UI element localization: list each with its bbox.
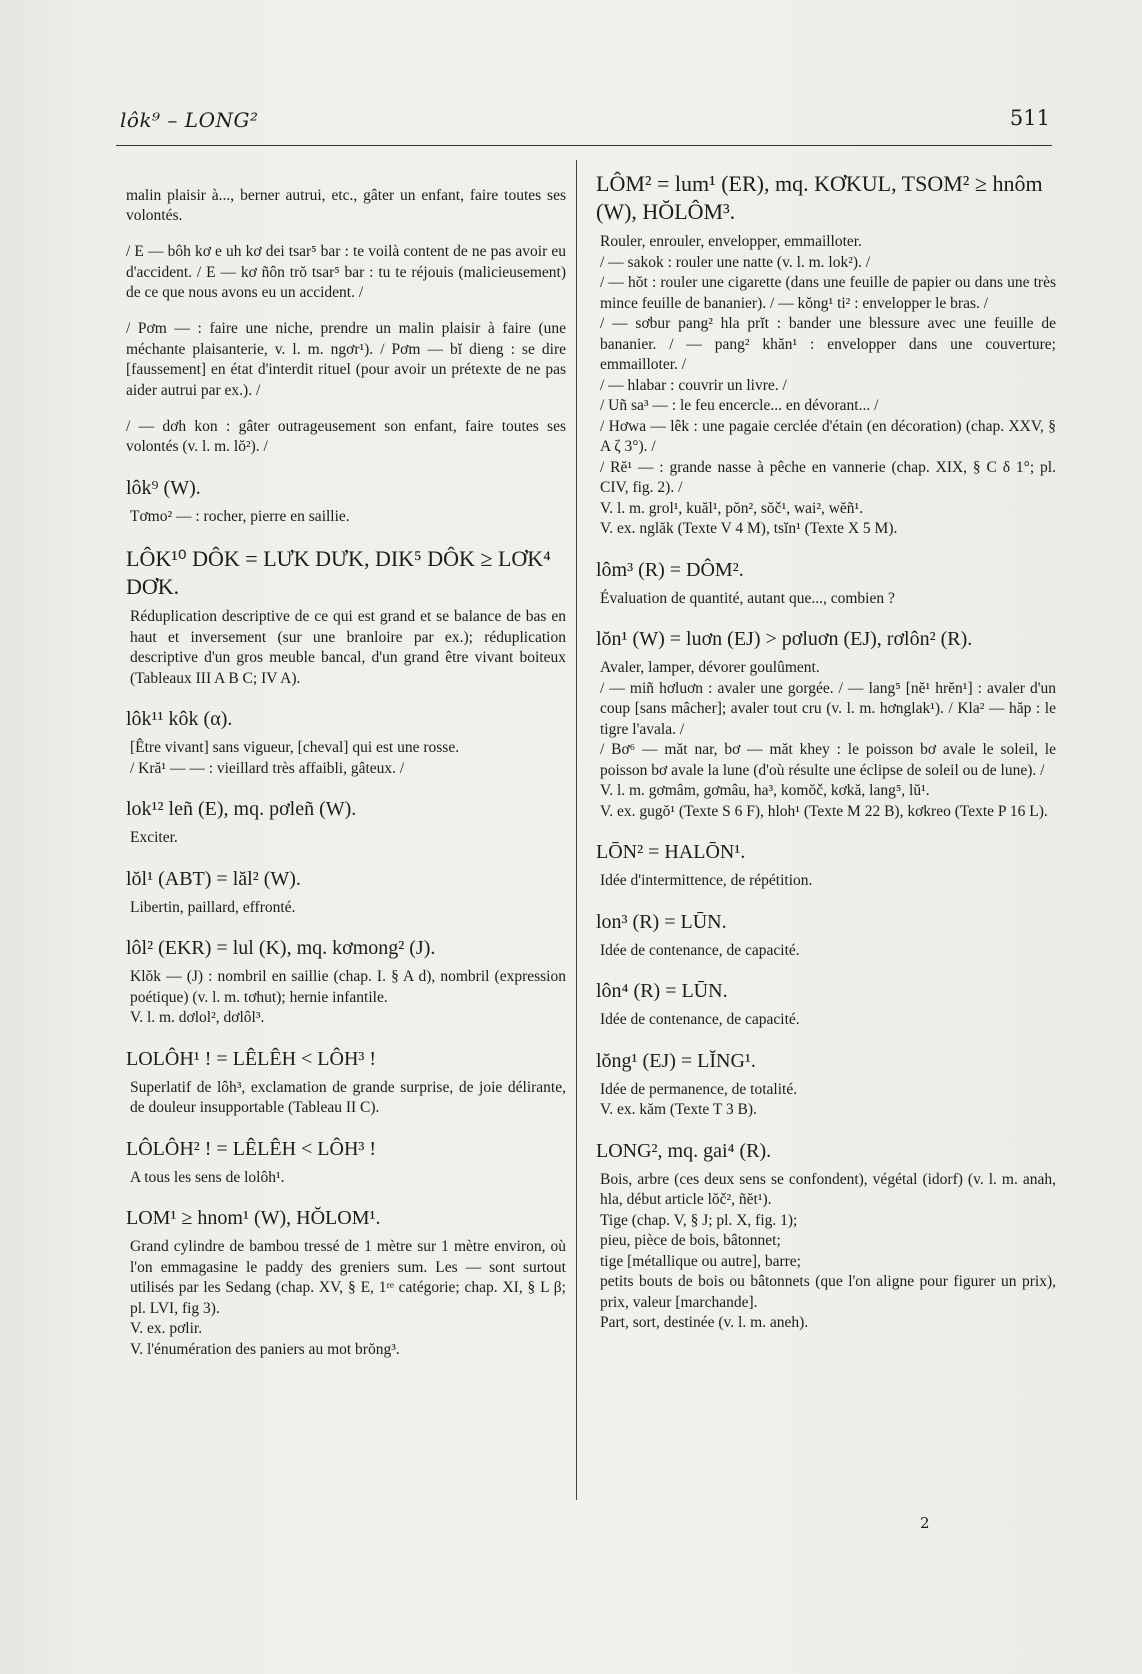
definition-line: pieu, pièce de bois, bâtonnet; (600, 1232, 781, 1249)
definition-line: [Être vivant] sans vigueur, [cheval] qui est une rosse. (130, 739, 460, 756)
running-head: lôk⁹ – LONG² (120, 108, 259, 132)
entry-definition (596, 1170, 1056, 1334)
definition-line: Évaluation de quantité, autant que..., combien ? (600, 589, 895, 607)
definition-line: petits bouts de bois ou bâtonnets (que l'on aligne pour figurer un prix), prix, valeur [marchande]. (600, 1273, 1056, 1311)
definition-line: Exciter. (130, 829, 178, 846)
definition-line: tige [métallique ou autre], barre; (600, 1252, 801, 1270)
dictionary-entry (126, 476, 566, 528)
definition-line: Idée de contenance, de capacité. (600, 1011, 800, 1028)
right-column (596, 170, 1056, 1352)
continuation-line: / — dơh kon : gâter outrageusement son enfant, faire toutes ses volontés (v. l. m. lŏ²). / (126, 417, 566, 455)
column-divider (576, 160, 577, 1500)
definition-line: / Kră¹ — — : vieillard très affaibli, gâteux. / (130, 759, 405, 777)
definition-line: / Bơ⁶ — măt nar, bơ — măt khey : le poisson bơ avale le soleil, le poisson bơ avale la lune (d'où résulte une éclipse de soleil ou de lune). / (600, 741, 1056, 779)
header-rule (116, 145, 1052, 146)
dictionary-entry (596, 979, 1056, 1031)
definition-line: Libertin, paillard, effronté. (130, 898, 296, 916)
dictionary-entry (596, 1139, 1056, 1334)
entry-definition (126, 967, 566, 1029)
entry-definition (126, 1168, 566, 1189)
definition-line: V. l'énumération des paniers au mot brŏng³. (130, 1340, 400, 1358)
definition-line: V. ex. pơlir. (130, 1320, 203, 1337)
dictionary-entry (126, 936, 566, 1029)
definition-line: V. ex. nglăk (Texte V 4 M), tsĭn¹ (Texte X 5 M). (600, 520, 898, 537)
definition-line: / Uñ sa³ — : le feu encercle... en dévorant... / (600, 397, 879, 414)
entry-headword: lŏng¹ (EJ) = LĬNG¹. (596, 1049, 756, 1072)
page-number: 511 (1009, 106, 1050, 130)
entry-headword: lôl² (EKR) = lul (K), mq. kơmong² (J). (126, 937, 436, 959)
dictionary-entry (596, 840, 1056, 892)
dictionary-entry (126, 545, 566, 689)
definition-line: / — hlabar : couvrir un livre. / (600, 376, 787, 394)
continuation-text (126, 186, 566, 458)
dictionary-entry (596, 170, 1056, 540)
dictionary-entry (596, 558, 1056, 610)
signature-mark: 2 (920, 1514, 930, 1532)
definition-line: Part, sort, destinée (v. l. m. aneh). (600, 1314, 809, 1331)
dictionary-entry (596, 627, 1056, 822)
entry-definition (126, 898, 566, 919)
entry-definition (596, 589, 1056, 610)
entry-headword: lŏl¹ (ABT) = lăl² (W). (126, 867, 301, 890)
entry-headword: lon³ (R) = LŪN. (596, 910, 727, 933)
entry-headword: lôk⁹ (W). (126, 476, 201, 499)
definition-line: V. l. m. dơlol², dơlôl³. (130, 1009, 265, 1026)
definition-line: Idée d'intermittence, de répétition. (600, 872, 813, 889)
entry-definition (126, 828, 566, 849)
entry-definition (596, 1080, 1056, 1121)
definition-line: Tige (chap. V, § J; pl. X, fig. 1); (600, 1211, 798, 1229)
entry-definition (596, 941, 1056, 962)
definition-line: / Hơwa — lêk : une pagaie cerclée d'étain (en décoration) (chap. XXV, § A ζ 3°). / (600, 417, 1056, 455)
entry-definition (596, 658, 1056, 822)
left-column (126, 170, 566, 1378)
dictionary-entry (126, 1137, 566, 1189)
definition-line: Tơmo² — : rocher, pierre en saillie. (130, 507, 350, 525)
entry-headword: LOM¹ ≥ hnom¹ (W), HŎLOM¹. (126, 1207, 381, 1229)
definition-line: Bois, arbre (ces deux sens se confondent), végétal (idorf) (v. l. m. anah, hla, début article lŏč², ñĕt¹). (600, 1170, 1056, 1208)
definition-line: Rouler, enrouler, envelopper, emmailloter. (600, 233, 862, 250)
definition-line: Réduplication descriptive de ce qui est grand et se balance de bas en haut et inversement (sur une branloire par ex.); réduplication descriptive d'un gros meuble bancal, d'un grand être vivant boiteux (Tableaux III A B C; IV A). (130, 608, 566, 687)
definition-line: Avaler, lamper, dévorer goulûment. (600, 659, 820, 676)
dictionary-entry (126, 707, 566, 779)
entry-headword: lôn⁴ (R) = LŪN. (596, 980, 728, 1002)
definition-line: / — sakok : rouler une natte (v. l. m. lok²). / (600, 253, 871, 271)
entry-definition (596, 232, 1056, 540)
entry-headword: lôk¹¹ kôk (α). (126, 708, 233, 730)
continuation-line: / Pơm — : faire une niche, prendre un malin plaisir à faire (une méchante plaisanterie, v. l. m. ngơr¹). / Pơm — bĭ dieng : se dire [faussement] en état d'interdit rituel (pour avoir un prétexte de ne pas aider autrui par ex.). / (126, 320, 566, 399)
dictionary-entry (596, 910, 1056, 962)
entry-headword: LOLÔH¹ ! = LÊLÊH < LÔH³ ! (126, 1047, 377, 1070)
dictionary-entry (126, 797, 566, 849)
entry-definition (126, 738, 566, 779)
continuation-line: / E — bôh kơ e uh kơ dei tsar⁵ bar : te voilà content de ne pas avoir eu d'accident. / E — kơ ñôn trŏ tsar⁵ bar : tu te réjouis (malicieusement) de ce que nous avons eu un accident. / (126, 243, 566, 301)
definition-line: Grand cylindre de bambou tressé de 1 mètre sur 1 mètre environ, où l'on emmagasine le paddy des greniers sum. Les — sont surtout utilisés par les Sedang (chap. XV, § E, 1ʳᵉ catégorie; chap. XI, § L β; pl. LVI, fig 3). (130, 1238, 566, 1317)
definition-line: / — miñ hơluơn : avaler une gorgée. / — lang⁵ [nĕ¹ hrĕn¹] : avaler d'un coup [sans mâcher]; avaler tout cru (v. l. m. hơnglak¹). / Kla² — hăp : le tigre l'avala. / (600, 679, 1056, 738)
definition-line: / Rĕ¹ — : grande nasse à pêche en vannerie (chap. XIX, § C δ 1°; pl. CIV, fig. 2). / (600, 458, 1056, 496)
dictionary-entry (596, 1049, 1056, 1121)
entry-definition (596, 871, 1056, 892)
definition-line: V. l. m. grol¹, kuăl¹, pŏn², sŏč¹, wai², wĕñ¹. (600, 499, 864, 517)
entry-headword: lôm³ (R) = DÔM². (596, 558, 744, 581)
entry-headword: LONG², mq. gai⁴ (R). (596, 1139, 772, 1162)
entry-definition (596, 1010, 1056, 1031)
entry-definition (126, 1237, 566, 1360)
entry-headword: LÔK¹⁰ DÔK = LƯK DƯK, DIK⁵ DÔK ≥ LƠK⁴ DƠK. (126, 546, 551, 599)
definition-line: Idée de permanence, de totalité. (600, 1080, 798, 1098)
definition-line: V. l. m. gơmâm, gơmâu, ha³, komŏč, kơkă, lang⁵, lŭ¹. (600, 782, 930, 799)
entry-definition (126, 507, 566, 528)
entry-headword: LÔLÔH² ! = LÊLÊH < LÔH³ ! (126, 1137, 377, 1160)
definition-line: Idée de contenance, de capacité. (600, 941, 800, 959)
definition-line: Klŏk — (J) : nombril en saillie (chap. I. § A d), nombril (expression poétique) (v. l. m. tơhut); hernie infantile. (130, 968, 566, 1006)
entry-headword: LŌN² = HALŌN¹. (596, 841, 746, 863)
definition-line: V. ex. gugŏ¹ (Texte S 6 F), hloh¹ (Texte M 22 B), kơkreo (Texte P 16 L). (600, 802, 1048, 820)
definition-line: / — hŏt : rouler une cigarette (dans une feuille de papier ou dans une très mince feuille de bananier). / — kŏng¹ ti² : envelopper le bras. / (600, 274, 1056, 312)
entry-definition (126, 1078, 566, 1119)
definition-line: / — sơbur pang² hla prĭt : bander une blessure avec une feuille de bananier. / — pang² khăn¹ : envelopper dans une couverture; emmailloter. / (600, 315, 1056, 373)
dictionary-entry (126, 867, 566, 919)
definition-line: V. ex. kăm (Texte T 3 B). (600, 1101, 757, 1118)
continuation-line: malin plaisir à..., berner autrui, etc., gâter un enfant, faire toutes ses volontés. (126, 186, 566, 224)
entry-headword: lok¹² leñ (E), mq. pơleñ (W). (126, 798, 357, 820)
entry-headword: lŏn¹ (W) = luơn (EJ) > pơluơn (EJ), rơlôn² (R). (596, 628, 973, 650)
entry-headword: LÔM² = lum¹ (ER), mq. KƠKUL, TSOM² ≥ hnôm (W), HŎLÔM³. (596, 171, 1043, 224)
definition-line: A tous les sens de lolôh¹. (130, 1168, 285, 1186)
dictionary-entry (126, 1047, 566, 1119)
entry-definition (126, 607, 566, 689)
definition-line: Superlatif de lôh³, exclamation de grande surprise, de joie délirante, de douleur insupportable (Tableau II C). (130, 1078, 566, 1116)
dictionary-entry (126, 1206, 566, 1360)
